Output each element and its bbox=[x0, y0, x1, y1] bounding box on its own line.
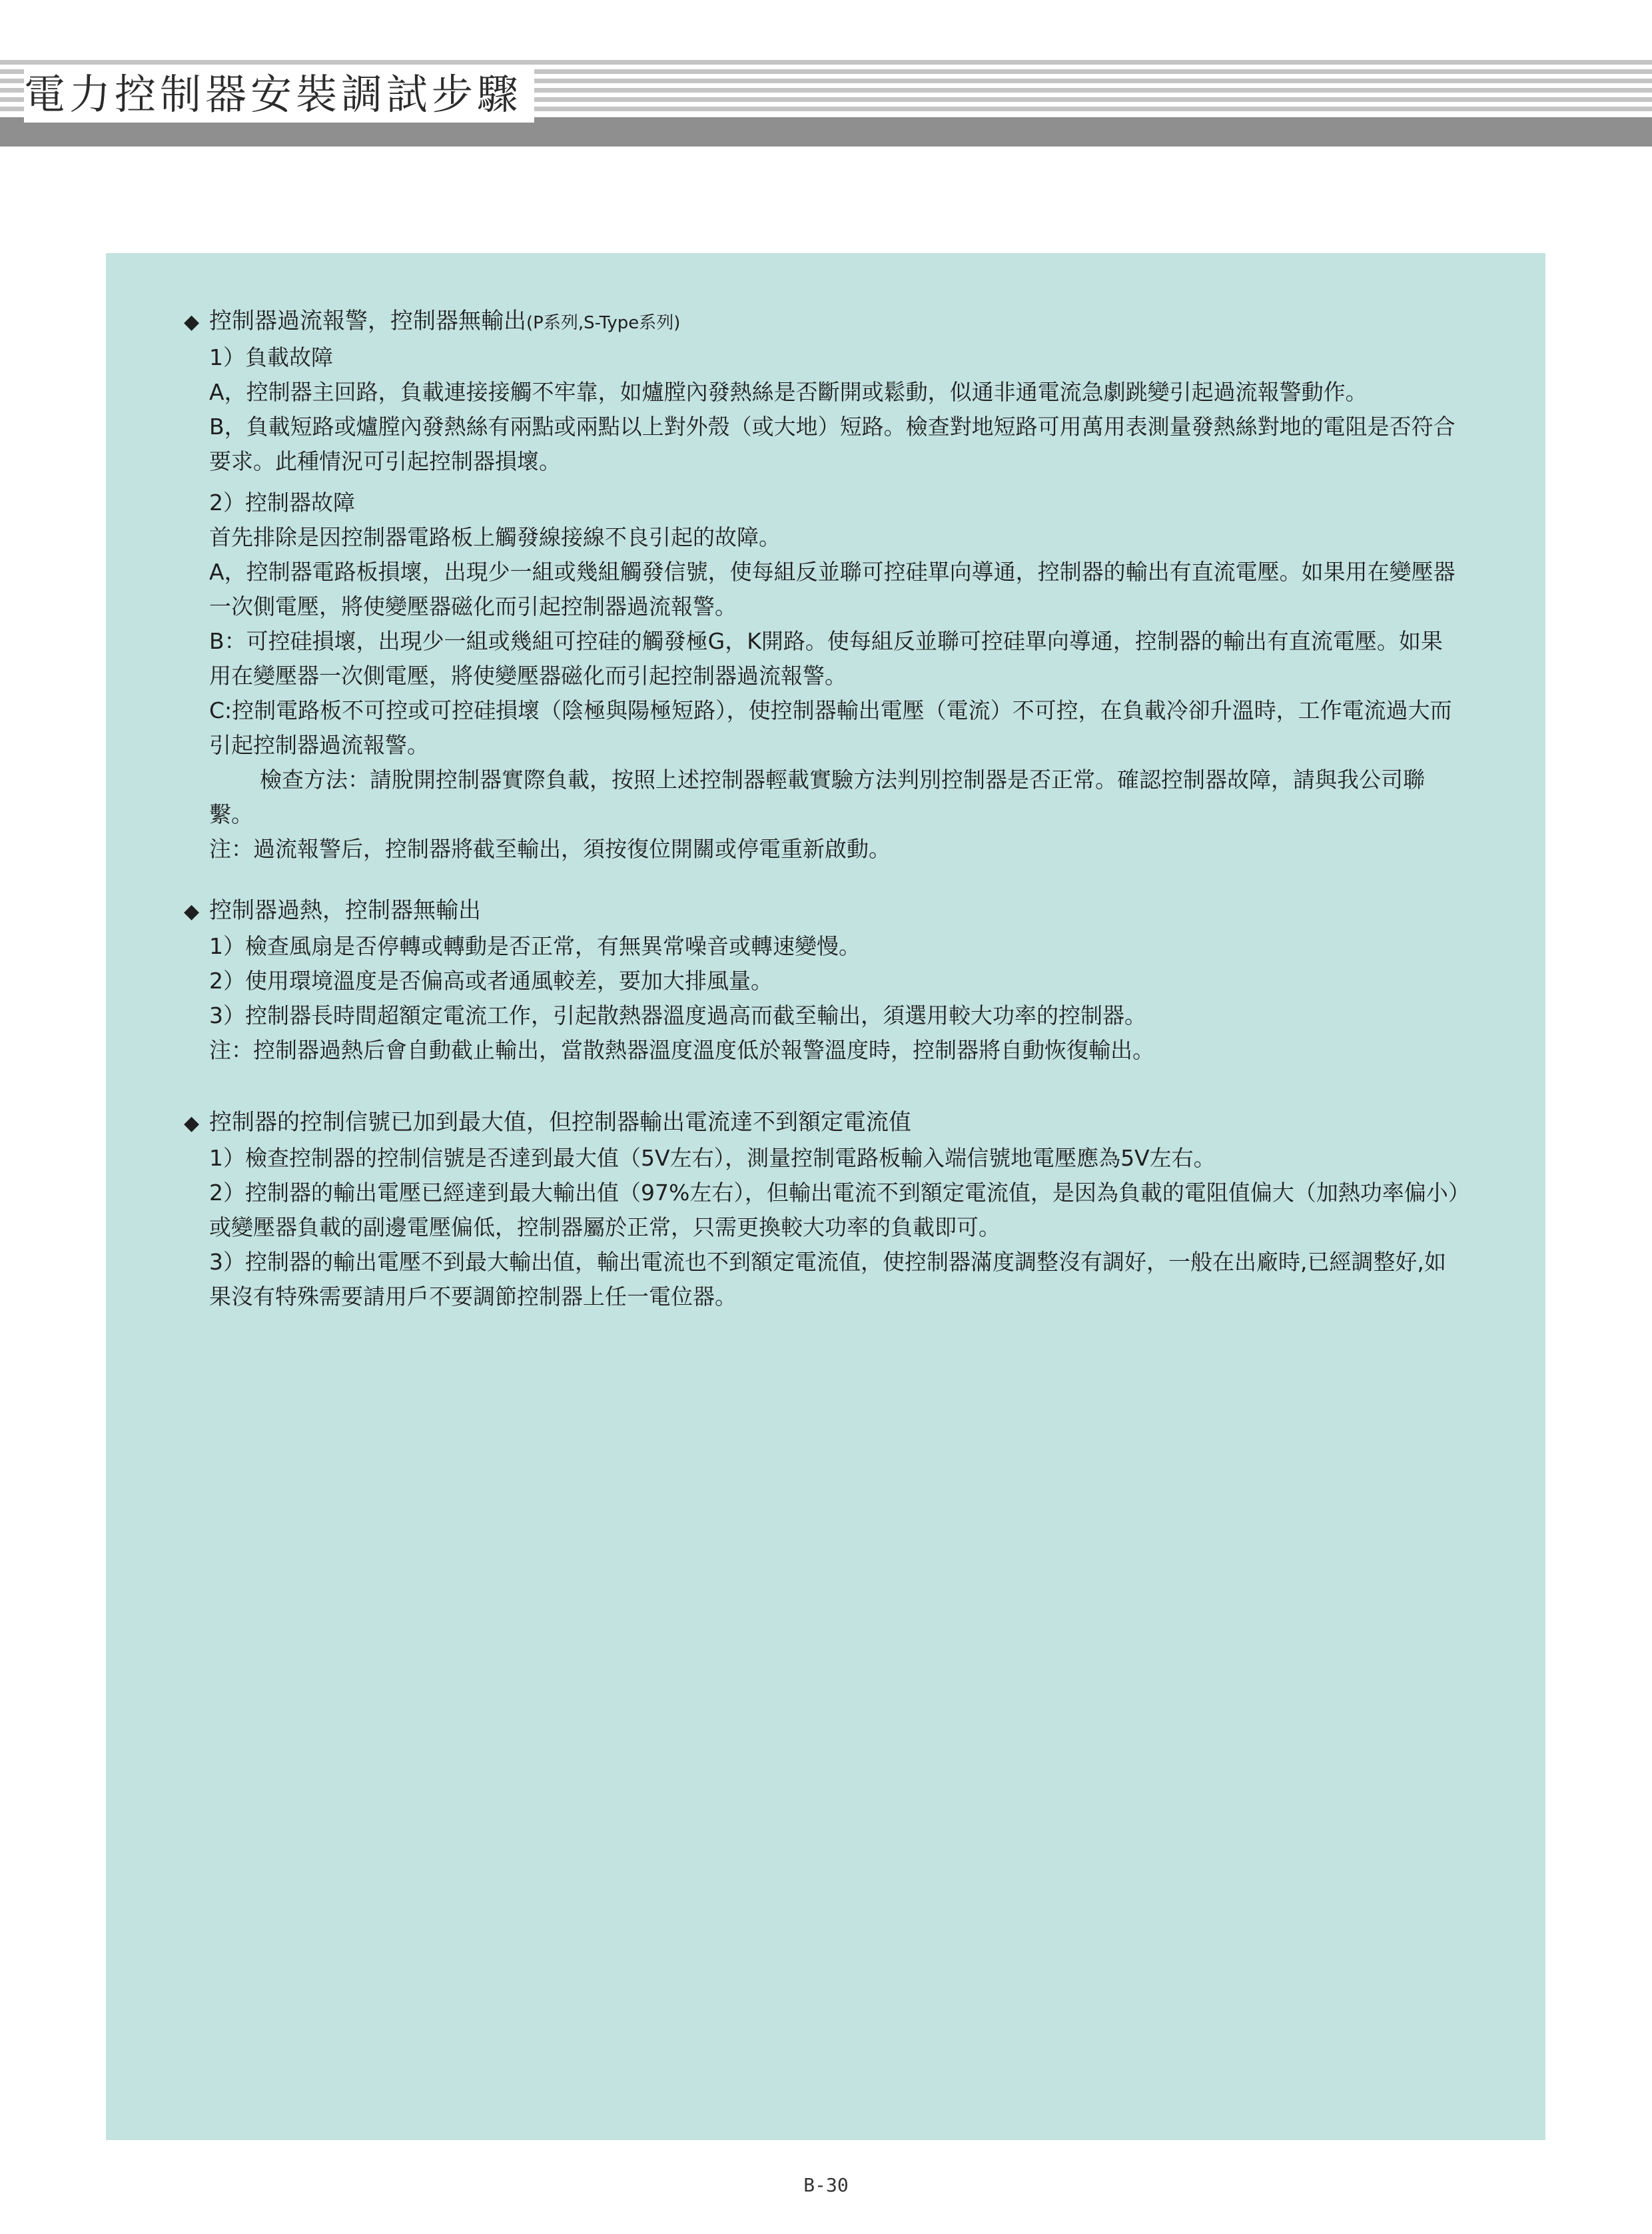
section-low-current bbox=[184, 1105, 1463, 1314]
paragraph: 2）使用環境溫度是否偏高或者通風較差，要加大排風量。 bbox=[209, 968, 773, 994]
paragraph: 1）檢查風扇是否停轉或轉動是否正常，有無異常噪音或轉速變慢。 bbox=[209, 933, 861, 959]
paragraph: 2）控制器的輸出電壓已經達到最大輸出值（97%左右），但輸出電流不到額定電流值，是因為負載的電阻值偏大（加熱功率偏小）或變壓器負載的副邊電壓偏低，控制器屬於正常，只需更換較大功率的負載即可。 bbox=[209, 1180, 1459, 1240]
paragraph: 3）控制器長時間超額定電流工作，引起散熱器溫度過高而截至輸出，須選用較大功率的控制器。 bbox=[209, 1002, 1146, 1028]
section-overheat bbox=[184, 893, 1463, 1068]
section-subtitle: (P系列,S-Type系列) bbox=[526, 313, 681, 333]
paragraph: C:控制電路板不可控或可控硅損壞（陰極與陽極短路），使控制器輸出電壓（電流）不可控，在負載冷卻升溫時，工作電流過大而引起控制器過流報警。 bbox=[209, 697, 1452, 758]
paragraph: A，控制器電路板損壞，出現少一組或幾組觸發信號，使每組反並聯可控硅單向導通，控制器的輸出有直流電壓。如果用在變壓器一次側電壓，將使變壓器磁化而引起控制器過流報警。 bbox=[209, 559, 1455, 619]
note: 注：過流報警后，控制器將截至輸出，須按復位開關或停電重新啟動。 bbox=[209, 836, 891, 862]
section-heading bbox=[184, 893, 1463, 929]
section-overcurrent bbox=[184, 304, 1463, 867]
diamond-bullet-icon: ◆ bbox=[184, 1112, 200, 1135]
page-header bbox=[0, 0, 1652, 153]
note: 注：控制器過熱后會自動截止輸出，當散熱器溫度溫度低於報警溫度時，控制器將自動恢復輸出。 bbox=[209, 1037, 1154, 1063]
content bbox=[184, 304, 1463, 1341]
page-title: 電力控制器安裝調試步驟 bbox=[24, 67, 534, 123]
page-number: B-30 bbox=[803, 2174, 849, 2196]
paragraph: B，負載短路或爐膛內發熱絲有兩點或兩點以上對外殼（或大地）短路。檢查對地短路可用萬用表測量發熱絲對地的電阻是否符合要求。此種情況可引起控制器損壞。 bbox=[209, 414, 1455, 474]
section-title: 控制器的控制信號已加到最大值，但控制器輸出電流達不到額定電流值 bbox=[209, 1109, 911, 1136]
section-title: 控制器過熱，控制器無輸出 bbox=[209, 897, 481, 924]
section-title: 控制器過流報警，控制器無輸出 bbox=[209, 308, 526, 334]
section-heading bbox=[184, 304, 1463, 340]
diamond-bullet-icon: ◆ bbox=[184, 310, 200, 334]
paragraph: A，控制器主回路，負載連接接觸不牢靠，如爐膛內發熱絲是否斷開或鬆動，似通非通電流急劇跳變引起過流報警動作。 bbox=[209, 379, 1368, 405]
section-heading bbox=[184, 1105, 1463, 1141]
paragraph: 首先排除是因控制器電路板上觸發線接線不良引起的故障。 bbox=[209, 524, 781, 550]
paragraph: 2）控制器故障 bbox=[209, 490, 355, 516]
paragraph: 1）檢查控制器的控制信號是否達到最大值（5V左右），測量控制電路板輸入端信號地電壓應為5V左右。 bbox=[209, 1145, 1216, 1171]
paragraph: 檢查方法：請脫開控制器實際負載，按照上述控制器輕載實驗方法判別控制器是否正常。確認控制器故障，請與我公司聯繫。 bbox=[209, 767, 1425, 827]
paragraph: 3）控制器的輸出電壓不到最大輸出值，輸出電流也不到額定電流值，使控制器滿度調整沒有調好，一般在出廠時,已經調整好,如果沒有特殊需要請用戶不要調節控制器上任一電位器。 bbox=[209, 1249, 1446, 1309]
paragraph: 1）負載故障 bbox=[209, 344, 333, 370]
diamond-bullet-icon: ◆ bbox=[184, 900, 200, 923]
paragraph: B：可控硅損壞，出現少一組或幾組可控硅的觸發極G，K開路。使每組反並聯可控硅單向導通，控制器的輸出有直流電壓。如果用在變壓器一次側電壓，將使變壓器磁化而引起控制器過流報警。 bbox=[209, 628, 1443, 689]
